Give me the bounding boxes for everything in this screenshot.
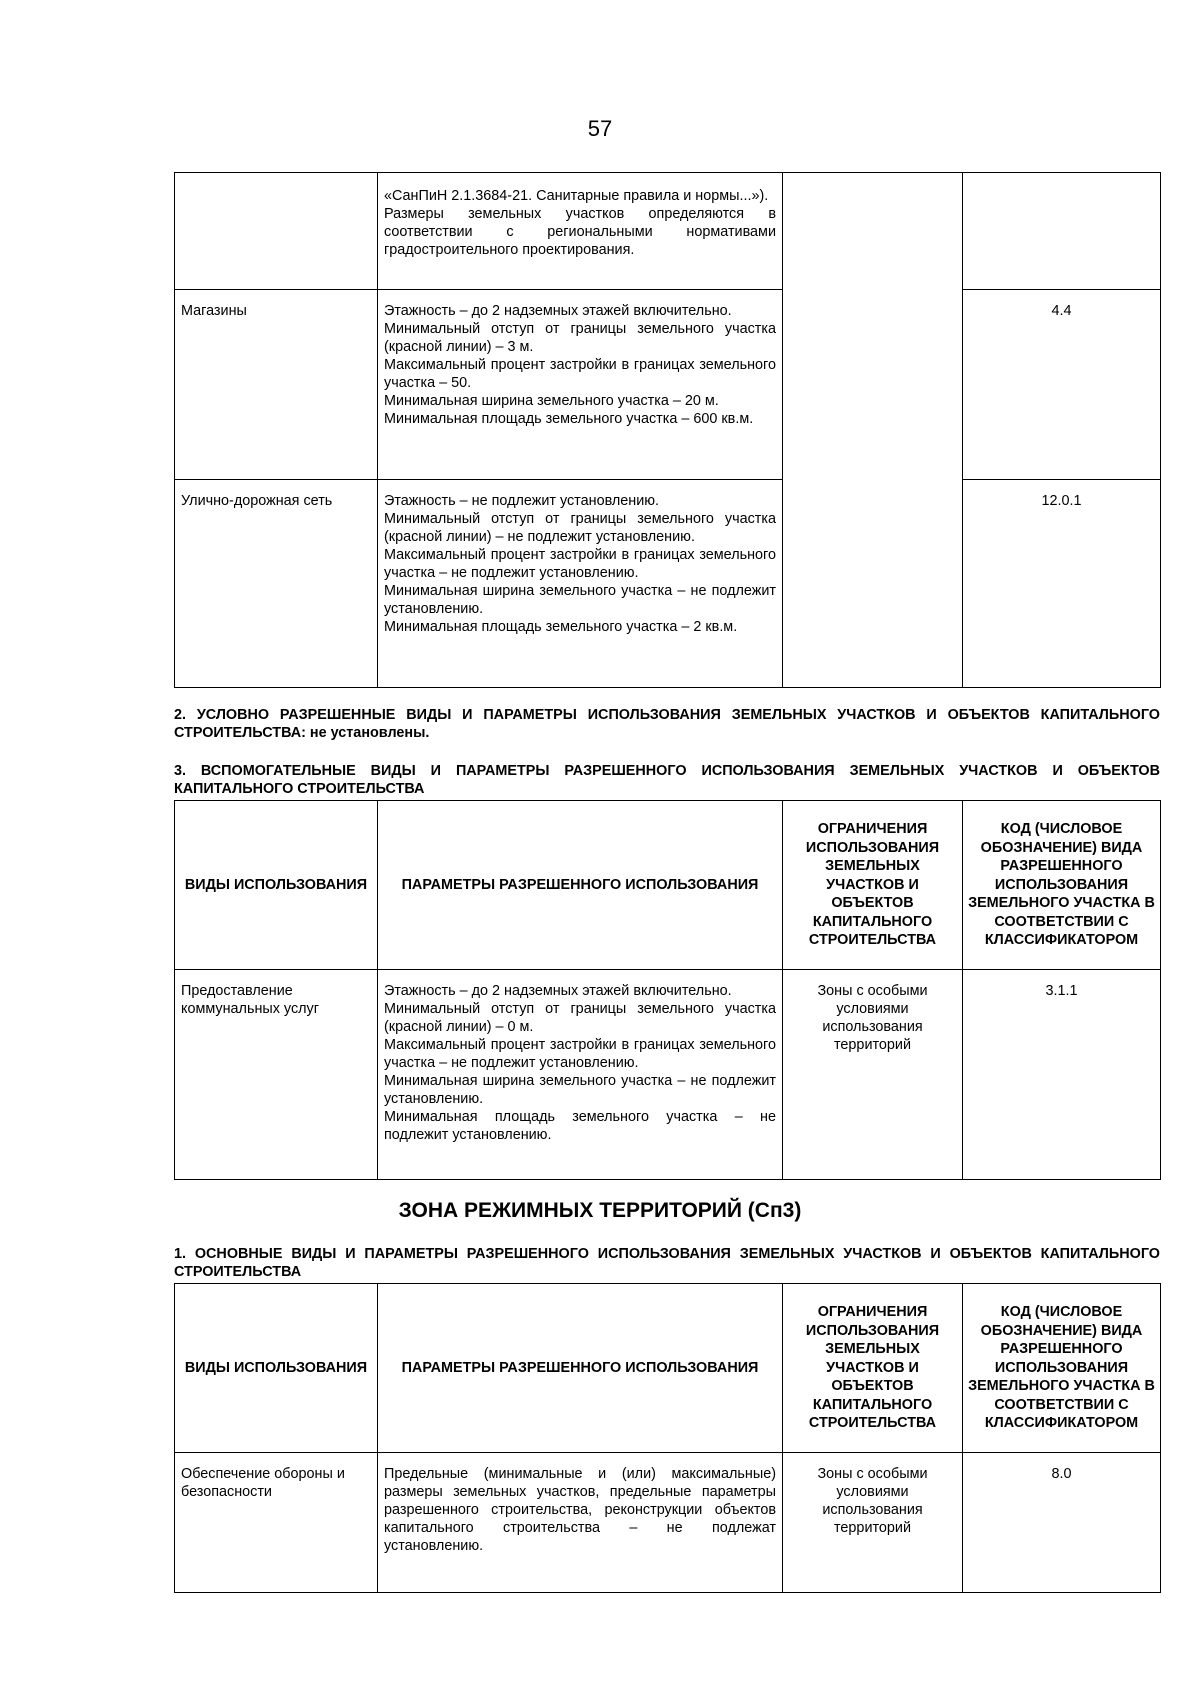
table-row [175,173,1161,290]
param-line: Минимальная площадь земельного участка – не подлежит установлению. [384,1109,776,1143]
param-line: «СанПиН 2.1.3684-21. Санитарные правила и нормы...»). [384,188,769,204]
param-line: Минимальный отступ от границы земельного участка (красной линии) – 0 м. [384,1001,776,1035]
code-cell: 8.0 [963,1453,1161,1593]
page-number: 57 [587,116,613,141]
restriction-cell: Зоны с особыми условиями использования территорий [783,970,963,1180]
restriction-cell: Зоны с особыми условиями использования территорий [783,1453,963,1593]
zone-title: ЗОНА РЕЖИМНЫХ ТЕРРИТОРИЙ (Сп3) [398,1199,802,1222]
table-header-row [175,801,1161,970]
column-header-use-types: ВИДЫ ИСПОЛЬЗОВАНИЯ [175,1284,378,1453]
section-3-heading: 3. ВСПОМОГАТЕЛЬНЫЕ ВИДЫ И ПАРАМЕТРЫ РАЗРЕШЕННОГО ИСПОЛЬЗОВАНИЯ ЗЕМЕЛЬНЫХ УЧАСТКОВ И ОБЪЕКТОВ КАПИТАЛЬНОГО СТРОИТЕЛЬСТВА [174,763,1160,797]
param-line: Предельные (минимальные и (или) максимальные) размеры земельных участков, предельные параметры разрешенного строительства, реконструкции объектов капитального строительства – не подлежат установлению. [384,1466,776,1554]
table-row [175,1453,1161,1593]
param-line: Максимальный процент застройки в границах земельного участка – не подлежит установлению. [384,1037,776,1071]
column-header-parameters: ПАРАМЕТРЫ РАЗРЕШЕННОГО ИСПОЛЬЗОВАНИЯ [378,1284,783,1453]
column-header-code: КОД (ЧИСЛОВОЕ ОБОЗНАЧЕНИЕ) ВИДА РАЗРЕШЕННОГО ИСПОЛЬЗОВАНИЯ ЗЕМЕЛЬНОГО УЧАСТКА В СООТВЕТСТВИИ С КЛАССИФИКАТОРОМ [963,801,1161,970]
use-cell: Магазины [175,290,378,480]
params-cell [378,480,783,688]
column-header-parameters: ПАРАМЕТРЫ РАЗРЕШЕННОГО ИСПОЛЬЗОВАНИЯ [378,801,783,970]
use-cell [175,173,378,290]
param-line: Минимальная площадь земельного участка – 2 кв.м. [384,619,738,635]
param-line: Максимальный процент застройки в границах земельного участка – 50. [384,357,776,391]
code-cell: 3.1.1 [963,970,1161,1180]
auxiliary-uses-table [174,800,1161,1180]
table-row [175,970,1161,1180]
code-cell: 4.4 [963,290,1161,480]
zone-section-1-heading: 1. ОСНОВНЫЕ ВИДЫ И ПАРАМЕТРЫ РАЗРЕШЕННОГО ИСПОЛЬЗОВАНИЯ ЗЕМЕЛЬНЫХ УЧАСТКОВ И ОБЪЕКТОВ КАПИТАЛЬНОГО СТРОИТЕЛЬСТВА [174,1246,1160,1280]
column-header-use-types: ВИДЫ ИСПОЛЬЗОВАНИЯ [175,801,378,970]
param-line: Минимальная площадь земельного участка – 600 кв.м. [384,411,754,427]
params-cell [378,290,783,480]
param-line: Максимальный процент застройки в границах земельного участка – не подлежит установлению. [384,547,776,581]
table-row [175,290,1161,480]
params-cell [378,970,783,1180]
column-header-restrictions: ОГРАНИЧЕНИЯ ИСПОЛЬЗОВАНИЯ ЗЕМЕЛЬНЫХ УЧАСТКОВ И ОБЪЕКТОВ КАПИТАЛЬНОГО СТРОИТЕЛЬСТВА [783,801,963,970]
param-line: Этажность – не подлежит установлению. [384,493,660,509]
param-line: Минимальный отступ от границы земельного участка (красной линии) – 3 м. [384,321,776,355]
param-line: Этажность – до 2 надземных этажей включительно. [384,303,732,319]
table-row [175,480,1161,688]
use-cell: Улично-дорожная сеть [175,480,378,688]
param-line: Минимальный отступ от границы земельного участка (красной линии) – не подлежит установлению. [384,511,776,545]
restriction-cell [783,173,963,688]
param-line: Минимальная ширина земельного участка – 20 м. [384,393,719,409]
section-2-heading: 2. УСЛОВНО РАЗРЕШЕННЫЕ ВИДЫ И ПАРАМЕТРЫ ИСПОЛЬЗОВАНИЯ ЗЕМЕЛЬНЫХ УЧАСТКОВ И ОБЪЕКТОВ КАПИТАЛЬНОГО СТРОИТЕЛЬСТВА: не установлены. [174,707,1160,741]
column-header-code: КОД (ЧИСЛОВОЕ ОБОЗНАЧЕНИЕ) ВИДА РАЗРЕШЕННОГО ИСПОЛЬЗОВАНИЯ ЗЕМЕЛЬНОГО УЧАСТКА В СООТВЕТСТВИИ С КЛАССИФИКАТОРОМ [963,1284,1161,1453]
use-cell: Предоставление коммунальных услуг [175,970,378,1180]
param-line: Этажность – до 2 надземных этажей включительно. [384,983,732,999]
continued-permitted-uses-table [174,172,1161,688]
param-line: Минимальная ширина земельного участка – не подлежит установлению. [384,583,776,617]
code-cell: 12.0.1 [963,480,1161,688]
table-header-row [175,1284,1161,1453]
param-line: Размеры земельных участков определяются в соответствии с региональными нормативами градостроительного проектирования. [384,206,776,258]
params-cell [378,1453,783,1593]
use-cell: Обеспечение обороны и безопасности [175,1453,378,1593]
column-header-restrictions: ОГРАНИЧЕНИЯ ИСПОЛЬЗОВАНИЯ ЗЕМЕЛЬНЫХ УЧАСТКОВ И ОБЪЕКТОВ КАПИТАЛЬНОГО СТРОИТЕЛЬСТВА [783,1284,963,1453]
params-cell [378,173,783,290]
zone-main-uses-table [174,1283,1161,1593]
code-cell [963,173,1161,290]
param-line: Минимальная ширина земельного участка – не подлежит установлению. [384,1073,776,1107]
